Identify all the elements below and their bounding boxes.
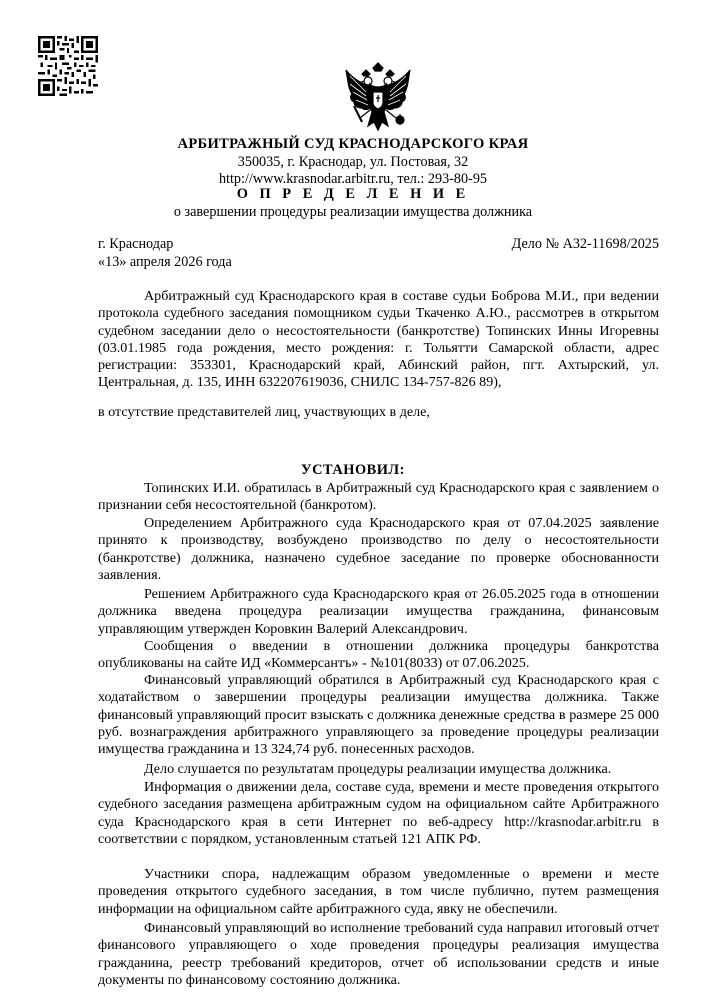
body-paragraph: Информация о движении дела, составе суда, времени и месте проведения открытого судебного заседания размещена арбитражным судом на официальном сайте Арбитражного суда Краснодарского края в сети Интернет по веб-адресу http://krasnodar.arbitr.ru в соответствии с порядком, установленным статьей 121 АПК РФ. — [98, 779, 659, 847]
qr-code-icon — [38, 36, 98, 96]
body-paragraph: Сообщения о введении в отношении должника процедуры банкротства опубликованы на сайте ИД «Коммерсантъ» - №101(8033) от 07.06.2025. — [98, 638, 659, 672]
court-address: 350035, г. Краснодар, ул. Постовая, 32 — [237, 154, 469, 170]
court-contacts: http://www.krasnodar.arbitr.ru, тел.: 293-80-95 — [218, 171, 488, 187]
coat-of-arms-icon — [340, 62, 416, 140]
body-paragraph: Топинских И.И. обратилась в Арбитражный суд Краснодарского края с заявлением о признании себя несостоятельной (банкротом). — [98, 480, 659, 514]
case-number: Дело № А32-11698/2025 — [511, 236, 659, 252]
body-paragraph: Участники спора, надлежащим образом уведомленные о времени и месте проведения открытого судебного заседания, в том числе публично, путем размещения информации на официальном сайте арбитражного суда, явку не обеспечили. — [98, 866, 659, 917]
body-paragraph: Дело слушается по результатам процедуры реализации имущества должника. — [144, 761, 612, 777]
intro-paragraph: Арбитражный суд Краснодарского края в составе судьи Боброва М.И., при ведении протокола судебного заседания помощником судьи Ткаченко А.Ю., рассмотрев в открытом судебном заседании дело о несостоятельности (банкротстве) Топинских Инны Игоревны (03.01.1985 года рождения, место рождения: г. Тольятти Самарской области, адрес регистрации: 353301, Краснодарский край, Абинский район, пгт. Ахтырский, ул. Центральная, д. 135, ИНН 632207619036, СНИЛС 134-757-826 89), — [98, 288, 659, 391]
body-paragraph: Финансовый управляющий обратился в Арбитражный суд Краснодарского края с ходатайством о завершении процедуры реализации имущества должника. Также финансовый управляющий просит взыскать с должника денежные средства в размере 25 000 руб. вознаграждения арбитражного управляющего за проведение процедуры реализации имущества гражданина и 13 324,74 руб. понесенных расходов. — [98, 672, 659, 758]
court-name: АРБИТРАЖНЫЙ СУД КРАСНОДАРСКОГО КРАЯ — [177, 136, 529, 152]
document-title: О П Р Е Д Е Л Е Н И Е — [236, 186, 470, 202]
body-paragraph: Решением Арбитражного суда Краснодарского края от 26.05.2025 года в отношении должника введена процедура реализации имущества гражданина, финансовым управляющим утвержден Коровкин Валерий Александрович. — [98, 586, 659, 637]
body-paragraph: Определением Арбитражного суда Краснодарского края от 07.04.2025 заявление принято к производству, возбуждено производство по делу о несостоятельности (банкротстве) должника, назначено судебное заседание по проверке обоснованности заявления. — [98, 515, 659, 583]
body-paragraph: Финансовый управляющий во исполнение требований суда направил итоговый отчет финансового управляющего о ходе проведения процедуры реализация имущества гражданина, реестр требований кредиторов, отчет об использовании средств и иные документы по финансовому состоянию должника. — [98, 920, 659, 988]
absence-paragraph: в отсутствие представителей лиц, участвующих в деле, — [98, 404, 430, 420]
document-date: «13» апреля 2026 года — [98, 254, 232, 270]
section-heading: УСТАНОВИЛ: — [301, 462, 405, 478]
document-subject: о завершении процедуры реализации имущества должника — [173, 204, 533, 220]
city: г. Краснодар — [98, 236, 174, 252]
